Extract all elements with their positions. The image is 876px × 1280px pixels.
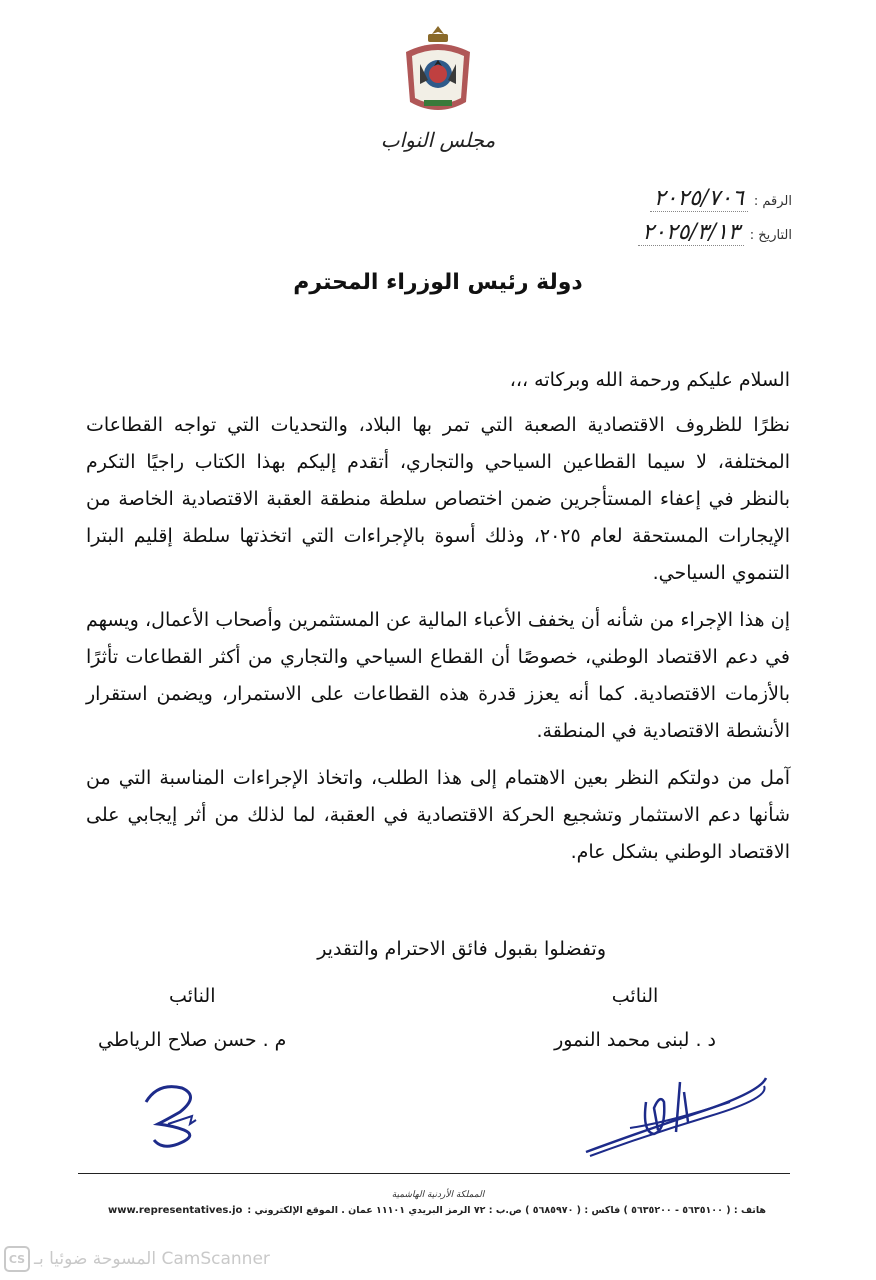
footer-website: www.representatives.jo bbox=[108, 1205, 243, 1216]
footer-contact bbox=[108, 1205, 766, 1216]
reference-number-label: الرقم : bbox=[753, 194, 792, 209]
reference-date-row bbox=[472, 220, 792, 254]
jordan-coat-of-arms-icon bbox=[398, 22, 478, 122]
footer-divider bbox=[78, 1173, 790, 1174]
footer-contact-text: هاتف : ( ٥٦٣٥١٠٠ - ٥٦٣٥٢٠٠ ) فاكس : ( ٥٦٨٥٩٧٠ ) ص.ب : ٧٢ الرمز البريدي ١١١٠١ عمان . الموقع الإلكتروني : bbox=[247, 1205, 766, 1216]
reference-date-label: التاريخ : bbox=[749, 228, 792, 243]
signature-2-icon bbox=[118, 1080, 218, 1160]
signatory-1-name: د . لبنى محمد النمور bbox=[554, 1029, 716, 1051]
body-paragraph-1: نظرًا للظروف الاقتصادية الصعبة التي تمر بها البلاد، والتحديات التي تواجه القطاعات المختلفة، لا سيما القطاعين السياحي والتجاري، أتقدم إليكم بهذا الكتاب راجيًا التكرم بالنظر في إعفاء المستأجرين ضمن اختصاص سلطة منطقة العقبة الاقتصادية الخاصة من الإيجارات المستحقة لعام ٢٠٢٥، وذلك أسوة بالإجراءات التي اتخذتها سلطة إقليم البترا التنموي السياحي. bbox=[86, 414, 790, 584]
greeting: السلام عليكم ورحمة الله وبركاته ،،، bbox=[509, 369, 790, 391]
reference-number-value: ٢٠٢٥/٧٠٦ bbox=[650, 186, 748, 212]
signatory-1-role: النائب bbox=[611, 985, 659, 1007]
camscanner-logo-icon: CS bbox=[4, 1246, 30, 1272]
closing-line: وتفضلوا بقبول فائق الاحترام والتقدير bbox=[317, 938, 606, 960]
signature-1-icon bbox=[580, 1072, 770, 1162]
signatory-2 bbox=[98, 985, 286, 1051]
signatory-2-name: م . حسن صلاح الرياطي bbox=[98, 1029, 287, 1051]
body-paragraph-2: إن هذا الإجراء من شأنه أن يخفف الأعباء المالية عن المستثمرين وأصحاب الأعمال، ويسهم في دعم الاقتصاد الوطني، خصوصًا أن القطاع السياحي والتجاري من أكثر القطاعات تأثرًا بالأزمات الاقتصادية. كما أنه يعزز قدرة هذه القطاعات على الاستمرار، ويضمن استقرار الأنشطة الاقتصادية في المنطقة. bbox=[86, 609, 790, 742]
addressee: دولة رئيس الوزراء المحترم bbox=[293, 270, 583, 295]
reference-date-value: ٢٠٢٥/٣/١٣ bbox=[638, 220, 744, 246]
signatory-2-role: النائب bbox=[168, 985, 216, 1007]
body-paragraph-3: آمل من دولتكم النظر بعين الاهتمام إلى هذا الطلب، واتخاذ الإجراءات المناسبة التي من شأنها دعم الاستثمار وتشجيع الحركة الاقتصادية في العقبة، لما لذلك من أثر إيجابي على الاقتصاد الوطني بشكل عام. bbox=[86, 767, 790, 863]
institution-name: مجلس النواب bbox=[380, 128, 496, 152]
signatory-1 bbox=[554, 985, 716, 1051]
camscanner-text: المسوحة ضوئيا بـ CamScanner bbox=[34, 1249, 270, 1269]
footer-kingdom: المملكة الأردنية الهاشمية bbox=[391, 1190, 485, 1200]
reference-number-row bbox=[472, 186, 792, 220]
letter-body bbox=[86, 362, 790, 881]
camscanner-watermark bbox=[4, 1246, 270, 1272]
reference-block bbox=[472, 186, 792, 254]
